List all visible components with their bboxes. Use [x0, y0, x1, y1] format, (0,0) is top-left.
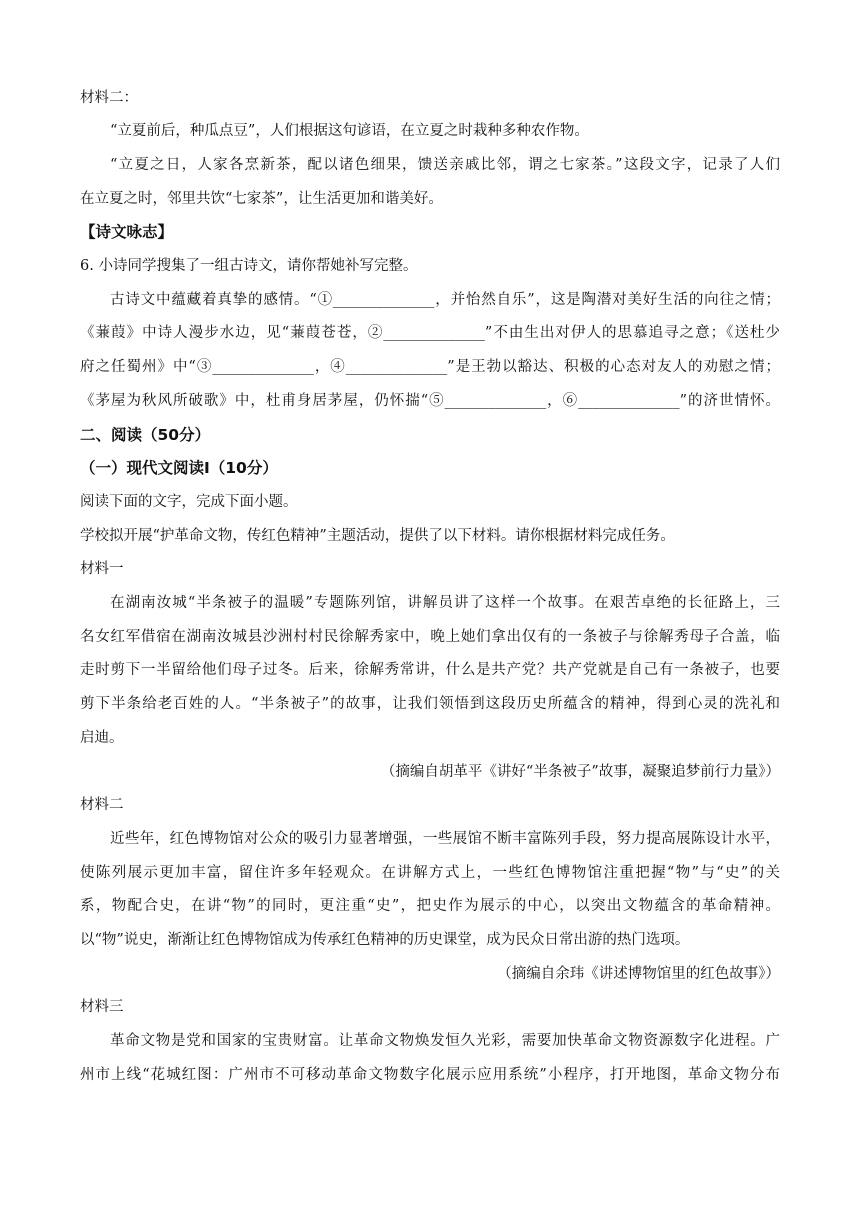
paragraph-line: 近些年，红色博物馆对公众的吸引力显著增强，一些展馆不断丰富陈列手段，努力提高展陈设计水平， [110, 831, 780, 847]
paragraph-line: “立夏之日，人家各烹新茶，配以诸色细果，馈送亲戚比邻，谓之七家茶。”这段文字，记录了人们 [110, 157, 780, 173]
paragraph-line: 在立夏之时，邻里共饮“七家茶”，让生活更加和谐美好。 [80, 191, 443, 207]
paragraph-line: 以“物”说史，渐渐让红色博物馆成为传承红色精神的历史课堂，成为民众日常出游的热门选项。 [80, 932, 690, 948]
paragraph-line: 走时剪下一半留给他们母子过冬。后来，徐解秀常讲，什么是共产党？共产党就是自己有一条被子，也要 [80, 662, 780, 678]
paragraph-line: 州市上线“花城红图：广州市不可移动革命文物数字化展示应用系统”小程序，打开地图，革命文物分布 [80, 1067, 780, 1083]
question-6-line: 《茅屋为秋风所破歌》中，杜甫身居茅屋，仍怀揣“⑤______________，⑥______________”的济世情怀。 [80, 393, 780, 409]
material-1-heading: 材料一 [80, 561, 124, 577]
paragraph-line: 系，物配合史，在讲“物”的同时，更注重“史”，把史作为展示的中心，以突出文物蕴含的革命精神。 [80, 898, 780, 914]
section-heading-reading: 二、阅读（50分） [80, 426, 211, 444]
source-citation: （摘编自余玮《讲述博物馆里的红色故事》） [497, 966, 780, 982]
paragraph-line: 名女红军借宿在湖南汝城县沙洲村村民徐解秀家中，晚上她们拿出仅有的一条被子与徐解秀母子合盖，临 [80, 629, 780, 645]
subsection-heading-modern-reading: （一）现代文阅读Ⅰ（10分） [80, 459, 278, 477]
material-3-heading: 材料三 [80, 999, 124, 1015]
question-6-line: 古诗文中蕴藏着真挚的感情。“①______________，并怡然自乐”，这是陶潜对美好生活的向往之情； [110, 292, 780, 308]
section-heading-poetry: 【诗文咏志】 [80, 223, 174, 241]
material-2-heading: 材料二： [80, 90, 138, 106]
material-2-heading: 材料二 [80, 797, 124, 813]
paragraph-line: 在湖南汝城“半条被子的温暖”专题陈列馆，讲解员讲了这样一个故事。在艰苦卓绝的长征路上，三 [110, 595, 780, 611]
question-6: 6. 小诗同学搜集了一组古诗文，请你帮她补写完整。 [80, 258, 418, 274]
paragraph-line: 启迪。 [80, 730, 124, 746]
question-6-line: 《蒹葭》中诗人漫步水边，见“蒹葭苍苍，②______________”不由生出对伊人的思慕追寻之意；《送杜少 [80, 325, 780, 341]
source-citation: （摘编自胡革平《讲好“半条被子”故事，凝聚追梦前行力量》） [380, 764, 780, 780]
instruction-line: 学校拟开展“护革命文物，传红色精神”主题活动，提供了以下材料。请你根据材料完成任务。 [80, 528, 675, 544]
paragraph-line: 使陈列展示更加丰富，留住许多年轻观众。在讲解方式上，一些红色博物馆注重把握“物”与“史”的关 [80, 865, 780, 881]
paragraph-line: “立夏前后，种瓜点豆”，人们根据这句谚语，在立夏之时栽种多种农作物。 [110, 123, 589, 139]
paragraph-line: 革命文物是党和国家的宝贵财富。让革命文物焕发恒久光彩，需要加快革命文物资源数字化进程。广 [110, 1033, 780, 1049]
paragraph-line: 剪下半条给老百姓的人。“半条被子”的故事，让我们领悟到这段历史所蕴含的精神，得到心灵的洗礼和 [80, 696, 780, 712]
instruction-line: 阅读下面的文字，完成下面小题。 [80, 494, 298, 510]
question-6-line: 府之任蜀州》中“③______________，④______________”是王勃以豁达、积极的心态对友人的劝慰之情； [80, 359, 780, 375]
